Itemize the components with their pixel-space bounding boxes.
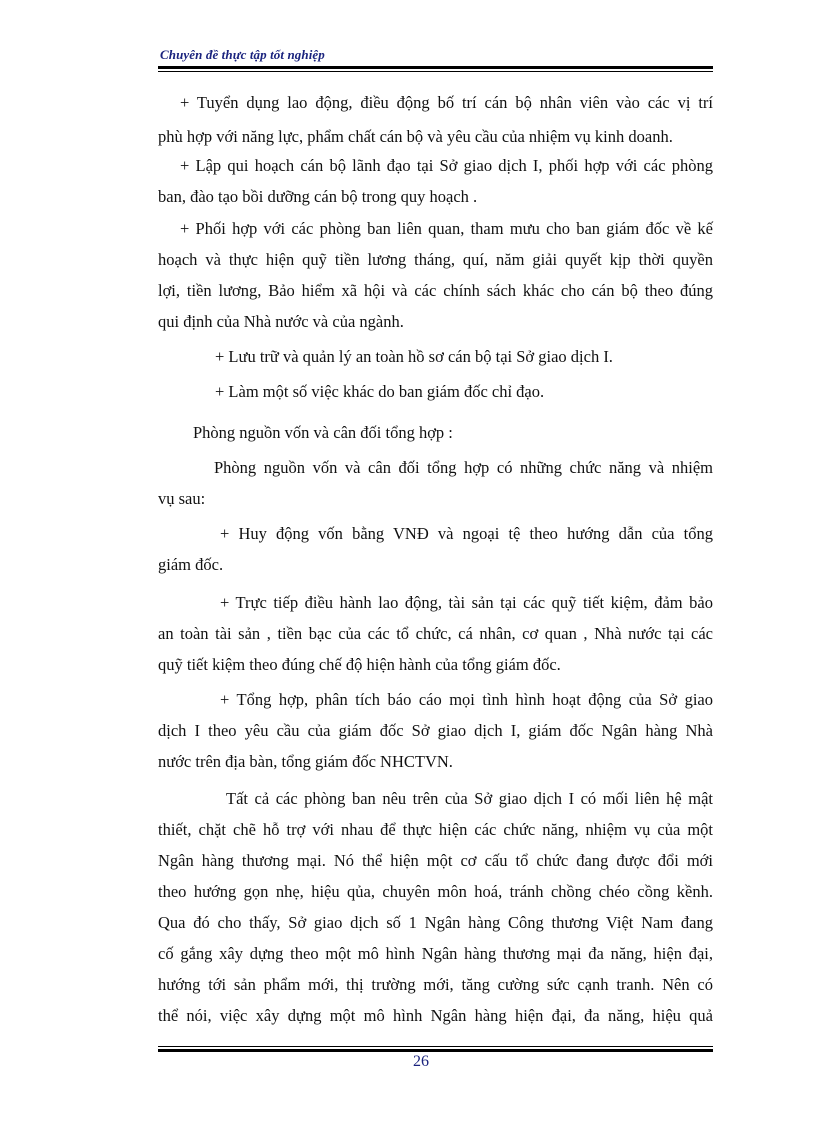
footer-rule xyxy=(158,1049,713,1052)
paragraph xyxy=(158,589,713,679)
text-line: + Lập qui hoạch cán bộ lãnh đạo tại Sở giao dịch I, phối hợp với các phòng xyxy=(180,156,713,175)
text-line: Ngân hàng thương mại. Nó thể hiện một cơ cấu tổ chức đang được đổi mới xyxy=(158,851,713,870)
page-number: 26 xyxy=(413,1053,429,1070)
text-line: an toàn tài sản , tiền bạc của các tổ chức, cá nhân, cơ quan , Nhà nước tại các xyxy=(158,624,713,643)
paragraph xyxy=(158,215,713,336)
text-line: + Làm một số việc khác do ban giám đốc chỉ đạo. xyxy=(215,382,545,401)
text-line: dịch I theo yêu cầu của giám đốc Sở giao dịch I, giám đốc Ngân hàng Nhà xyxy=(158,721,713,740)
text-line: + Tổng hợp, phân tích báo cáo mọi tình hình hoạt động của Sở giao xyxy=(220,690,713,709)
text-line: phù hợp với năng lực, phẩm chất cán bộ và yêu cầu của nhiệm vụ kinh doanh. xyxy=(158,127,673,146)
text-line: thiết, chặt chẽ hỗ trợ với nhau để thực hiện các chức năng, nhiệm vụ của một xyxy=(158,820,713,839)
header-title: Chuyên đề thực tập tốt nghiệp xyxy=(160,47,325,62)
paragraph xyxy=(158,686,713,776)
paragraph xyxy=(215,378,713,406)
text-line: + Huy động vốn bằng VNĐ và ngoại tệ theo hướng dẫn của tổng xyxy=(220,524,713,543)
text-line: Tất cả các phòng ban nêu trên của Sở giao dịch I có mối liên hệ mật xyxy=(226,789,713,808)
paragraph xyxy=(158,454,713,513)
text-line: hướng tới sản phẩm mới, thị trường mới, tăng cường sức cạnh tranh. Nên có xyxy=(158,975,713,994)
text-line: Phòng nguồn vốn và cân đối tổng hợp : xyxy=(193,423,453,442)
text-line: nước trên địa bàn, tổng giám đốc NHCTVN. xyxy=(158,752,453,771)
text-line: thể nói, việc xây dựng một mô hình Ngân hàng hiện đại, đa năng, hiệu quả xyxy=(158,1006,713,1025)
paragraph xyxy=(193,419,713,447)
text-line: vụ sau: xyxy=(158,489,206,508)
paragraph xyxy=(158,89,713,151)
text-line: ban, đào tạo bồi dưỡng cán bộ trong quy hoạch . xyxy=(158,187,478,206)
text-line: hoạch và thực hiện quỹ tiền lương tháng, quí, năm giải quyết kịp thời quyền xyxy=(158,250,713,269)
text-line: lợi, tiền lương, Bảo hiểm xã hội và các chính sách khác cho cán bộ theo đúng xyxy=(158,281,713,300)
text-line: + Tuyển dụng lao động, điều động bố trí cán bộ nhân viên vào các vị trí xyxy=(180,93,713,112)
text-line: qui định của Nhà nước và của ngành. xyxy=(158,312,404,331)
text-line: quỹ tiết kiệm theo đúng chế độ hiện hành của tổng giám đốc. xyxy=(158,655,561,674)
footer-rule-thin xyxy=(158,1046,713,1047)
text-line: theo hướng gọn nhẹ, hiệu qủa, chuyên môn hoá, tránh chồng chéo cồng kềnh. xyxy=(158,882,713,901)
header-rule xyxy=(158,66,713,69)
text-line: giám đốc. xyxy=(158,555,224,574)
text-line: cố gắng xây dựng theo một mô hình Ngân hàng thương mại đa năng, hiện đại, xyxy=(158,944,713,963)
text-line: + Lưu trữ và quản lý an toàn hồ sơ cán bộ tại Sở giao dịch I. xyxy=(215,347,613,366)
text-line: + Phối hợp với các phòng ban liên quan, tham mưu cho ban giám đốc về kế xyxy=(180,219,713,238)
header-rule-thin xyxy=(158,71,713,72)
paragraph xyxy=(158,520,713,579)
text-line: + Trực tiếp điều hành lao động, tài sản tại các quỹ tiết kiệm, đảm bảo xyxy=(220,593,713,612)
paragraph xyxy=(158,785,713,1030)
paragraph xyxy=(158,152,713,211)
paragraph xyxy=(215,343,713,371)
text-line: Qua đó cho thấy, Sở giao dịch số 1 Ngân hàng Công thương Việt Nam đang xyxy=(158,913,713,932)
text-line: Phòng nguồn vốn và cân đối tổng hợp có những chức năng và nhiệm xyxy=(214,458,713,477)
